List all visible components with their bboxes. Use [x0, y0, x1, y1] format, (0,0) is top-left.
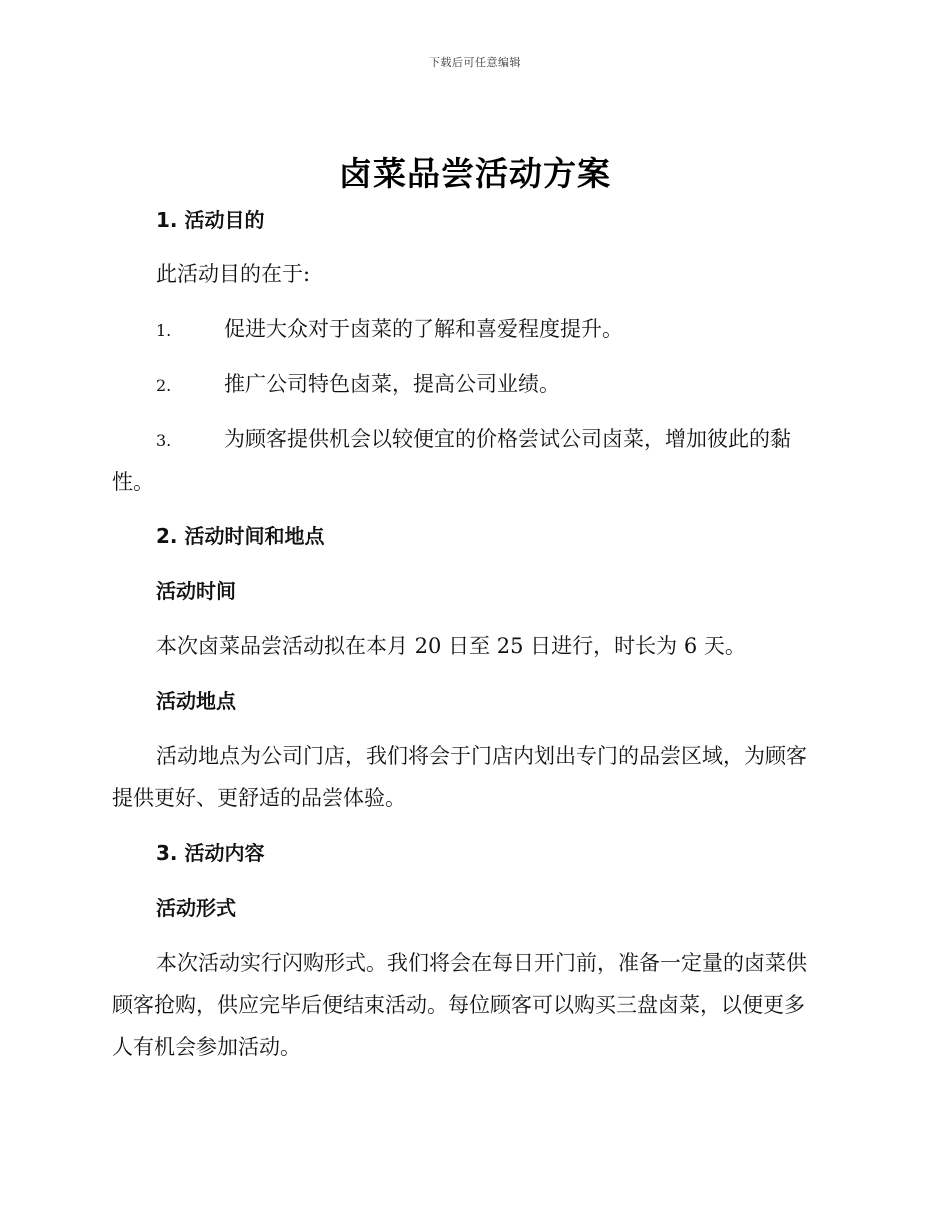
- form-paragraph-line: 顾客抢购，供应完毕后便结束活动。每位顾客可以购买三盘卤菜，以便更多: [112, 993, 805, 1017]
- list-item-continuation: 性。: [112, 470, 154, 494]
- subheading-form: 活动形式: [156, 896, 236, 920]
- list-item-number: 3.: [156, 431, 172, 450]
- place-paragraph-line: 提供更好、更舒适的品尝体验。: [112, 786, 406, 810]
- form-paragraph-line: 本次活动实行闪购形式。我们将会在每日开门前，准备一定量的卤菜供: [156, 951, 807, 975]
- list-item-text: 促进大众对于卤菜的了解和喜爱程度提升。: [224, 317, 623, 341]
- section-heading-time-place: 2. 活动时间和地点: [156, 524, 325, 548]
- list-item-number: 1.: [156, 321, 172, 340]
- place-paragraph-line: 活动地点为公司门店，我们将会于门店内划出专门的品尝区域，为顾客: [156, 744, 807, 768]
- section-heading-purpose: 1. 活动目的: [156, 208, 265, 232]
- subheading-place: 活动地点: [156, 689, 236, 713]
- form-paragraph-line: 人有机会参加活动。: [112, 1035, 301, 1059]
- header-note: 下载后可任意编辑: [429, 56, 521, 69]
- time-paragraph: 本次卤菜品尝活动拟在本月 20 日至 25 日进行，时长为 6 天。: [156, 634, 746, 658]
- list-item: [112, 417, 832, 463]
- list-item: [112, 362, 832, 408]
- section-heading-content: 3. 活动内容: [156, 841, 265, 865]
- subheading-time: 活动时间: [156, 579, 236, 603]
- list-item-text: 推广公司特色卤菜，提高公司业绩。: [224, 372, 560, 396]
- list-item-number: 2.: [156, 376, 172, 395]
- purpose-intro: 此活动目的在于:: [156, 262, 311, 286]
- list-item: [112, 307, 832, 353]
- list-item-text: 为顾客提供机会以较便宜的价格尝试公司卤菜，增加彼此的黏: [224, 427, 791, 451]
- document-title: 卤菜品尝活动方案: [339, 154, 611, 193]
